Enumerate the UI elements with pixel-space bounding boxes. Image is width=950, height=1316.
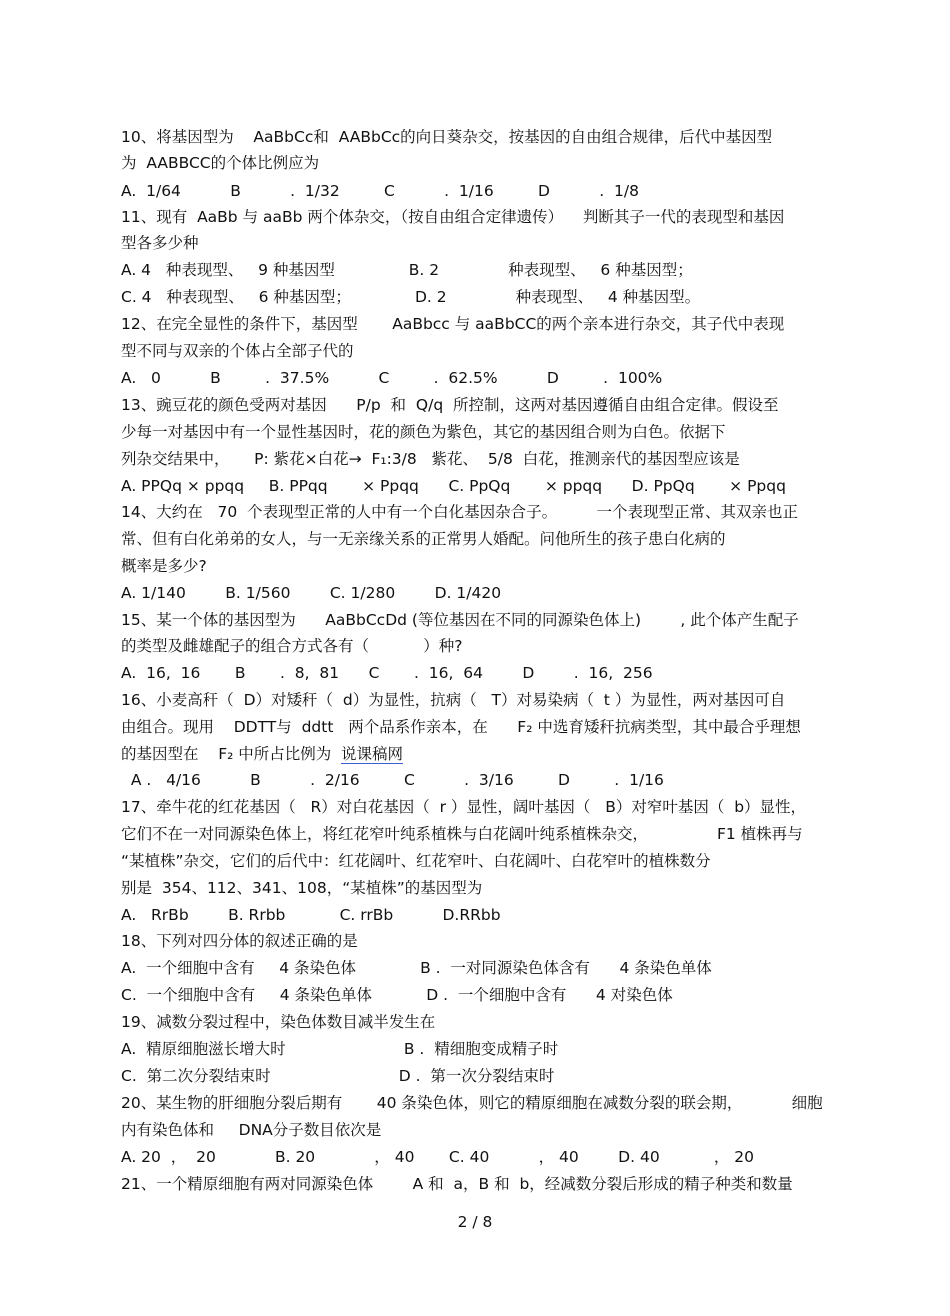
text-line: 列杂交结果中， P: 紫花×白花→ F₁:3/8 紫花、 5/8 白花，推测亲代的基因型应该是 [121, 450, 740, 468]
text-line: 17、牵牛花的红花基因（ R）对白花基因（ r ）显性，阔叶基因（ B）对窄叶基因（ b）显性， [121, 798, 807, 816]
text-line: C. 一个细胞中含有 4 条染色单体 D . 一个细胞中含有 4 对染色体 [121, 986, 673, 1004]
text-line: 概率是多少? [121, 557, 207, 575]
text-line: A. 一个细胞中含有 4 条染色体 B . 一对同源染色体含有 4 条染色单体 [121, 959, 712, 977]
text-line: 它们不在一对同源染色体上，将红花窄叶纯系植株与白花阔叶纯系植株杂交， F1 植株再与 [121, 825, 803, 843]
text-line: A. 16, 16 B . 8, 81 C . 16, 64 D . 16, 256 [121, 664, 653, 682]
text-line: 内有染色体和 DNA分子数目依次是 [121, 1121, 382, 1139]
text-line: 常、但有白化弟弟的女人，与一无亲缘关系的正常男人婚配。问他所生的孩子患白化病的 [121, 530, 726, 548]
text-line: A. 0 B . 37.5% C . 62.5% D . 100% [121, 369, 663, 387]
text-line: C. 4 种表现型、 6 种基因型； D. 2 种表现型、 4 种基因型。 [121, 288, 701, 306]
text-line: 19、减数分裂过程中，染色体数目减半发生在 [121, 1013, 436, 1031]
text-line: 为 AABBCC的个体比例应为 [121, 154, 320, 172]
text-line: 16、小麦高秆（ D）对矮秆（ d）为显性，抗病（ T）对易染病（ t ）为显性，两对基因可自 [121, 691, 786, 709]
watermark-link[interactable]: 说课稿网 [341, 745, 404, 763]
text-line: 11、现有 AaBb 与 aaBb 两个体杂交，（按自由组合定律遗传） 判断其子一代的表现型和基因 [121, 208, 785, 226]
page-number: 2 / 8 [457, 1213, 493, 1231]
text-line: A. 20 ， 20 B. 20 ， 40 C. 40 ， 40 D. 40 ， 20 [121, 1148, 755, 1166]
text-line: 的基因型在 F₂ 中所占比例为 [121, 745, 332, 763]
text-line: A . 4/16 B . 2/16 C . 3/16 D . 1/16 [121, 771, 664, 789]
text-line: C. 第二次分裂结束时 D . 第一次分裂结束时 [121, 1067, 555, 1085]
text-line: A. 精原细胞滋长增大时 B . 精细胞变成精子时 [121, 1040, 559, 1058]
text-line: A. 1/140 B. 1/560 C. 1/280 D. 1/420 [121, 584, 502, 602]
text-line: 20、某生物的肝细胞分裂后期有 40 条染色体，则它的精原细胞在减数分裂的联会期， 细胞 [121, 1094, 823, 1112]
text-line: A. 4 种表现型、 9 种基因型 B. 2 种表现型、 6 种基因型； [121, 261, 693, 279]
text-line: “某植株”杂交，它们的后代中：红花阔叶、红花窄叶、白花阔叶、白花窄叶的植株数分 [121, 852, 711, 870]
text-line: 的类型及雌雄配子的组合方式各有（ ）种? [121, 637, 463, 655]
text-line: 12、在完全显性的条件下，基因型 AaBbcc 与 aaBbCC的两个亲本进行杂交，其子代中表现 [121, 315, 785, 333]
text-line: A. 1/64 B . 1/32 C . 1/16 D . 1/8 [121, 182, 639, 200]
text-line: A. PPQq × ppqq B. PPqq × Ppqq C. PpQq × ppqq D. PpQq × Ppqq [121, 477, 786, 495]
text-line: 21、一个精原细胞有两对同源染色体 A 和 a，B 和 b，经减数分裂后形成的精子种类和数量 [121, 1175, 793, 1193]
text-line: 15、某一个体的基因型为 AaBbCcDd (等位基因在不同的同源染色体上) , 此个体产生配子 [121, 611, 799, 629]
text-line: 由组合。现用 DDTT与 ddtt 两个品系作亲本，在 F₂ 中选育矮秆抗病类型，其中最合乎理想 [121, 718, 801, 736]
text-line: 10、将基因型为 AaBbCc和 AABbCc的向日葵杂交，按基因的自由组合规律，后代中基因型 [121, 128, 773, 146]
text-line: 少每一对基因中有一个显性基因时，花的颜色为紫色，其它的基因组合则为白色。依据下 [121, 423, 726, 441]
text-line: A. RrBb B. Rrbb C. rrBb D.RRbb [121, 906, 501, 924]
text-line: 型各多少种 [121, 234, 199, 252]
text-line: 18、下列对四分体的叙述正确的是 [121, 932, 358, 950]
text-line: 别是 354、112、341、108，“某植株”的基因型为 [121, 879, 483, 897]
text-line: 13、豌豆花的颜色受两对基因 P/p 和 Q/q 所控制，这两对基因遵循自由组合定律。假设至 [121, 396, 779, 414]
text-line: 14、大约在 70 个表现型正常的人中有一个白化基因杂合子。 一个表现型正常、其双亲也正 [121, 503, 799, 521]
text-line: 型不同与双亲的个体占全部子代的 [121, 342, 354, 360]
